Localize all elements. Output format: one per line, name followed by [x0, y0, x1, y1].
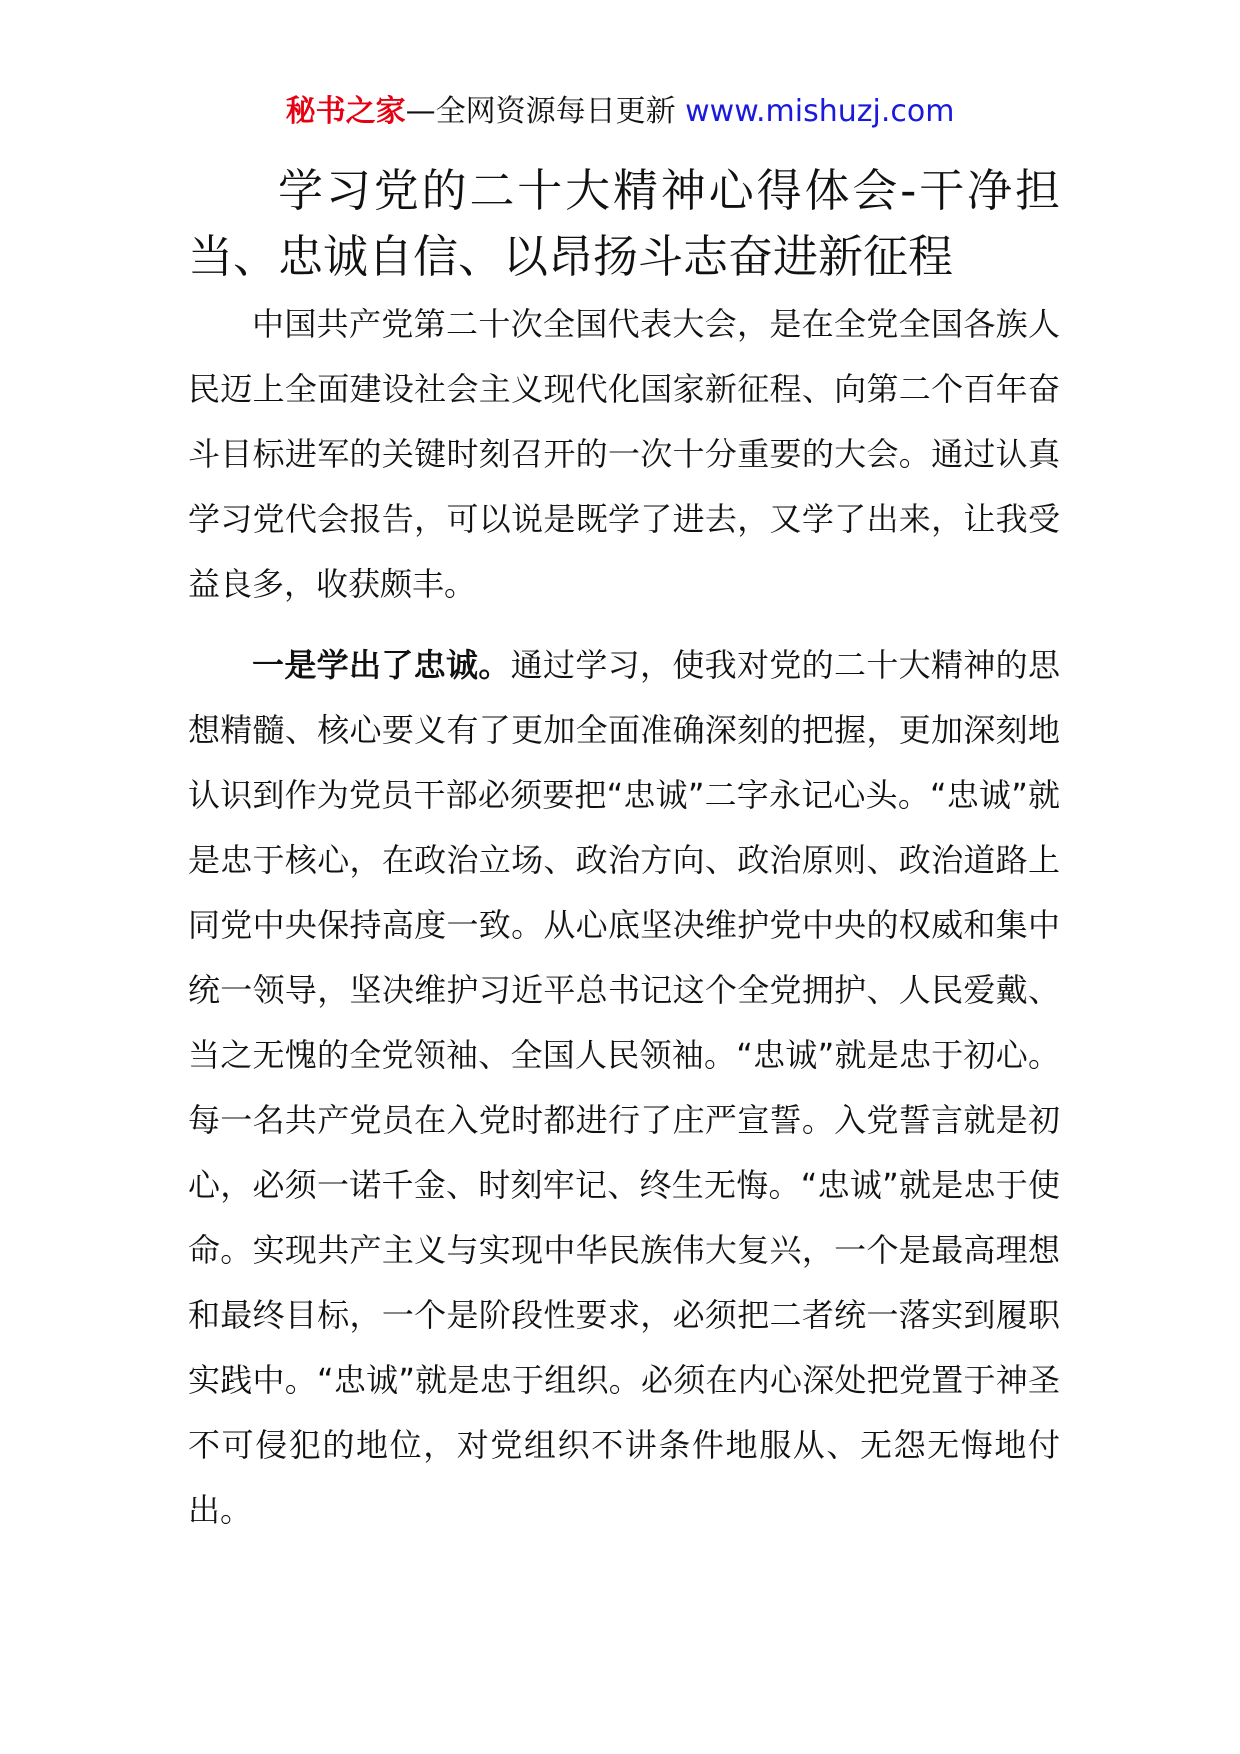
site-header: [0, 92, 1240, 132]
site-slogan: —全网资源每日更新: [405, 94, 676, 129]
paragraph-text: 通过学习，使我对党的二十大精神的思想精髓、核心要义有了更加全面准确深刻的把握，更加深刻地认识到作为党员干部必须要把“忠诚”二字永记心头。“忠诚”就是忠于核心，在政治立场、政治方向、政治原则、政治道路上同党中央保持高度一致。从心底坚决维护党中央的权威和集中统一领导，坚决维护习近平总书记这个全党拥护、人民爱戴、当之无愧的全党领袖、全国人民领袖。“忠诚”就是忠于初心。每一名共产党员在入党时都进行了庄严宣誓。入党誓言就是初心，必须一诺千金、时刻牢记、终生无悔。“忠诚”就是忠于使命。实现共产主义与实现中华民族伟大复兴，一个是最高理想和最终目标，一个是阶段性要求，必须把二者统一落实到履职实践中。“忠诚”就是忠于组织。必须在内心深处把党置于神圣不可侵犯的地位，对党组织不讲条件地服从、无怨无悔地付出。: [188, 646, 1060, 1529]
loyalty-paragraph: [188, 633, 1060, 1543]
paragraph-text: 中国共产党第二十次全国代表大会，是在全党全国各族人民迈上全面建设社会主义现代化国家新征程、向第二个百年奋斗目标进军的关键时刻召开的一次十分重要的大会。通过认真学习党代会报告，可以说是既学了进去，又学了出来，让我受益良多，收获颇丰。: [188, 305, 1060, 603]
site-brand: 秘书之家: [285, 94, 406, 129]
document-title: 学习党的二十大精神心得体会-干净担当、忠诚自信、以昂扬斗志奋进新征程: [188, 164, 1060, 283]
paragraph-lead: 一是学出了忠诚。: [252, 646, 511, 684]
intro-paragraph: [188, 292, 1060, 617]
document-body: [188, 158, 1060, 1543]
site-url-link[interactable]: www.mishuzj.com: [685, 94, 955, 129]
